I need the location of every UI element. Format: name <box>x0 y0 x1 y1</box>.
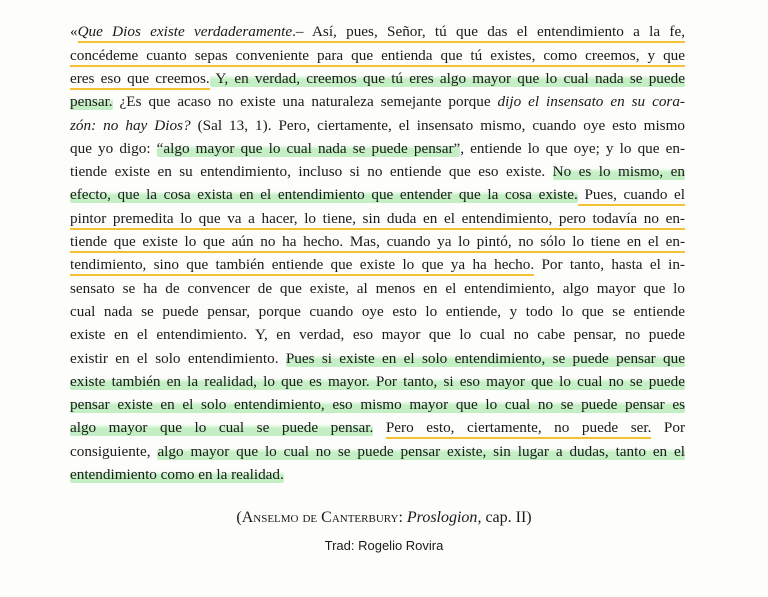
highlighted-span: pensar existe en el solo entendimiento, eso mismo mayor que lo cual no se puede pensar es <box>70 396 685 413</box>
text-span: Mas, cuando ya lo pintó, no sólo lo tiene en el en- <box>343 233 685 253</box>
highlighted-span: pensar. <box>70 93 113 110</box>
text-line <box>70 442 685 464</box>
citation-author-first: Anselmo de <box>241 509 322 526</box>
highlighted-span: No es lo mismo, en <box>552 163 685 180</box>
text-line <box>70 92 685 114</box>
text-span: Pero esto, ciertamente, no puede ser. <box>386 419 652 439</box>
translator-credit: Trad: Rogelio Rovira <box>324 538 444 553</box>
text-span: Por <box>651 419 686 436</box>
highlighted-span: entendimiento como en la realidad. <box>70 466 284 483</box>
highlighted-span: algo mayor que lo cual no se puede pensar existe, sin lugar a dudas, tanto en el <box>157 443 685 460</box>
citation-chapter: , cap. II) <box>477 509 532 526</box>
text-span: tiende existe en su entendimiento, incluso si no entiende que eso existe. <box>70 163 553 180</box>
highlighted-span: efecto, que la cosa exista en el entendimiento que entender que la cosa existe. <box>70 186 578 203</box>
text-span: ¿Es que acaso no existe una naturaleza semejante porque <box>112 93 498 110</box>
text-line <box>70 116 685 138</box>
text-span: pintor premedita lo que va a hacer, lo tiene, sin duda en el entendimiento, pero todavía no en- <box>70 210 685 230</box>
text-line <box>70 185 685 207</box>
text-span: « <box>70 23 78 40</box>
citation-work: Proslogion <box>406 509 478 526</box>
text-span: Por tanto, hasta el in- <box>534 256 685 273</box>
highlighted-span: Y, en verdad, creemos que tú eres algo mayor que lo cual nada se puede <box>209 70 685 87</box>
text-span: , entiende lo que oye; y lo que en- <box>460 140 685 157</box>
text-line <box>70 232 685 254</box>
text-line <box>70 395 685 417</box>
citation <box>0 509 768 527</box>
highlighted-span: “algo mayor que lo cual nada se puede pensar” <box>156 140 461 157</box>
text-line <box>70 349 685 371</box>
text-line <box>70 372 685 394</box>
text-line <box>70 22 685 44</box>
highlighted-span: Pues si existe en el solo entendimiento, se puede pensar que <box>285 350 685 367</box>
citation-colon: : <box>398 509 407 526</box>
citation-author-last: Canterbury <box>321 509 399 526</box>
text-line <box>70 69 685 91</box>
text-span: existe en el entendimiento. Y, en verdad, eso mayor que lo cual no cabe pensar, no puede <box>70 326 685 343</box>
text-span: que yo digo: <box>70 140 157 157</box>
quote-span: zón: no hay Dios? <box>70 117 191 134</box>
section-heading: Que Dios existe verdaderamente <box>78 23 293 43</box>
text-span: eres eso que creemos. <box>70 70 210 90</box>
text-span: concédeme cuanto sepas conveniente para que entienda que tú existes, como creemos, y que <box>70 47 685 67</box>
quote-span: dijo el insensato en su cora- <box>497 93 685 110</box>
text-span: sensato se ha de convencer de que existe, al menos en el entendimiento, algo mayor que lo <box>70 280 685 297</box>
highlighted-span: existe también en la realidad, lo que es mayor. Por tanto, si eso mayor que lo cual no se puede <box>70 373 685 390</box>
text-line <box>70 279 685 301</box>
text-line <box>70 162 685 184</box>
text-line <box>70 209 685 231</box>
text-line <box>70 325 685 347</box>
text-span: tendimiento, sino que también entiende que existe lo que ya ha hecho. <box>70 256 534 276</box>
text-span: .– Así, pues, Señor, tú que das el entendimiento a la fe, <box>292 23 685 43</box>
text-span: (Sal 13, 1). Pero, ciertamente, el insensato mismo, cuando oye esto mismo <box>190 117 686 134</box>
text-span: Pues, cuando el <box>578 186 685 206</box>
citation-open: ( <box>236 509 242 526</box>
text-line <box>70 465 685 487</box>
text-span: tiende que existe lo que aún no ha hecho. <box>70 233 343 253</box>
text-line <box>70 46 685 68</box>
text-span <box>373 419 386 436</box>
highlighted-span: algo mayor que lo cual se puede pensar. <box>70 419 374 436</box>
text-line <box>70 418 685 440</box>
text-line <box>70 139 685 161</box>
text-line <box>70 255 685 277</box>
text-span: cual nada se puede pensar, porque cuando oye esto lo entiende, y todo lo que se entiende <box>70 303 685 320</box>
text-span: consiguiente, <box>70 443 158 460</box>
text-span: existir en el solo entendimiento. <box>70 350 286 367</box>
text-line <box>70 302 685 324</box>
